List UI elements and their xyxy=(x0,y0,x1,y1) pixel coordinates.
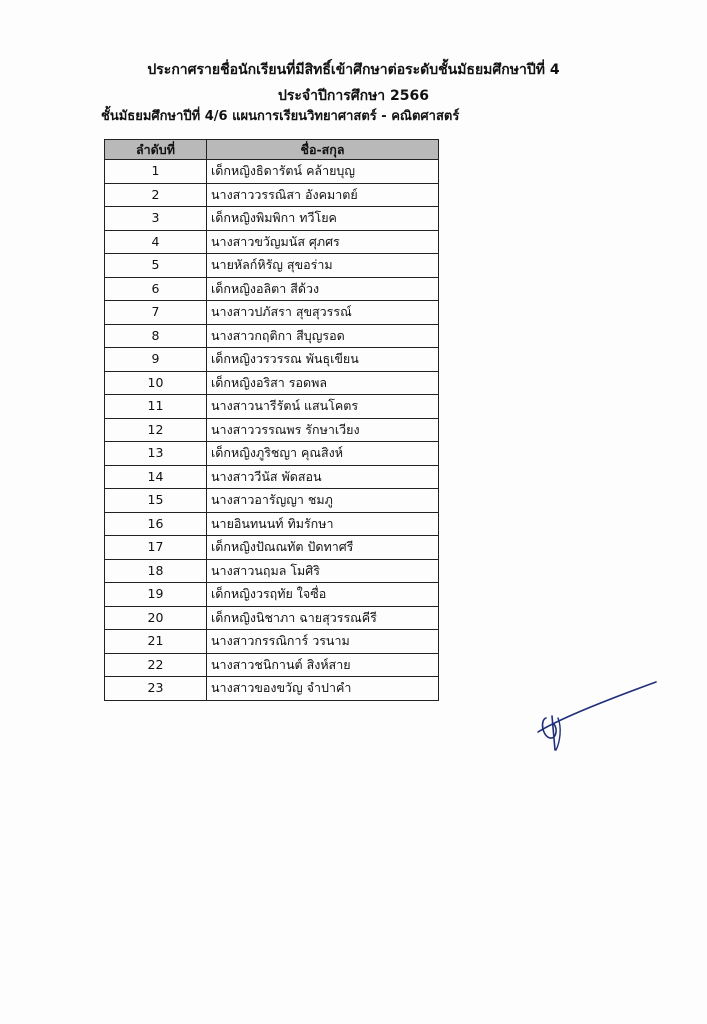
table-row xyxy=(105,395,439,419)
table-row xyxy=(105,465,439,489)
student-name-cell: เด็กหญิงภูริชญา คุณสิงห์ xyxy=(207,442,439,466)
row-number-cell: 2 xyxy=(105,183,207,207)
student-name-cell: เด็กหญิงพิมพิกา ทวีโยค xyxy=(207,207,439,231)
row-number-cell: 19 xyxy=(105,583,207,607)
row-number-cell: 17 xyxy=(105,536,207,560)
row-number-cell: 20 xyxy=(105,606,207,630)
table-row xyxy=(105,301,439,325)
academic-year-title: ประจำปีการศึกษา 2566 xyxy=(277,88,430,104)
row-number-cell: 22 xyxy=(105,653,207,677)
row-number-cell: 3 xyxy=(105,207,207,231)
row-number-cell: 12 xyxy=(105,418,207,442)
student-name-cell: นายหัลก์หิรัญ สุขอร่าม xyxy=(207,254,439,278)
student-name-cell: นางสาวชนิกานต์ สิงห์สาย xyxy=(207,653,439,677)
row-number-cell: 18 xyxy=(105,559,207,583)
table-row xyxy=(105,653,439,677)
table-row xyxy=(105,254,439,278)
table-header-row xyxy=(105,140,439,160)
student-name-cell: เด็กหญิงอลิตา สีด้วง xyxy=(207,277,439,301)
row-number-cell: 10 xyxy=(105,371,207,395)
student-name-cell: นางสาววรรณพร รักษาเวียง xyxy=(207,418,439,442)
row-number-cell: 1 xyxy=(105,160,207,184)
student-name-cell: นางสาววีนัส พัดสอน xyxy=(207,465,439,489)
document-title: ประกาศรายชื่อนักเรียนที่มีสิทธิ์เข้าศึกษาต่อระดับชั้นมัธยมศึกษาปีที่ 4 xyxy=(147,62,560,78)
row-number-cell: 16 xyxy=(105,512,207,536)
student-name-cell: นายอินทนนท์ ทิมรักษา xyxy=(207,512,439,536)
student-name-cell: นางสาวปภัสรา สุขสุวรรณ์ xyxy=(207,301,439,325)
table-row xyxy=(105,183,439,207)
table-row xyxy=(105,371,439,395)
table-row xyxy=(105,489,439,513)
row-number-cell: 14 xyxy=(105,465,207,489)
student-name-cell: เด็กหญิงนิชาภา ฉายสุวรรณคีรี xyxy=(207,606,439,630)
student-name-cell: เด็กหญิงอริสา รอดพล xyxy=(207,371,439,395)
signature-mark xyxy=(532,672,662,752)
student-rows xyxy=(105,160,439,701)
row-number-cell: 23 xyxy=(105,677,207,701)
student-name-cell: เด็กหญิงวรวรรณ พันธุเขียน xyxy=(207,348,439,372)
student-name-cell: นางสาวนารีรัตน์ แสนโคตร xyxy=(207,395,439,419)
student-name-cell: นางสาวกฤติกา สีบุญรอด xyxy=(207,324,439,348)
student-name-cell: นางสาวอารัญญา ชมภู xyxy=(207,489,439,513)
row-number-cell: 13 xyxy=(105,442,207,466)
class-program-subtitle: ชั้นมัธยมศึกษาปีที่ 4/6 แผนการเรียนวิทยาศาสตร์ - คณิตศาสตร์ xyxy=(101,109,460,124)
table-row xyxy=(105,207,439,231)
table-row xyxy=(105,559,439,583)
table-row xyxy=(105,512,439,536)
table-row xyxy=(105,418,439,442)
table-row xyxy=(105,324,439,348)
table-row xyxy=(105,583,439,607)
student-name-cell: นางสาววรรณิสา อังคมาตย์ xyxy=(207,183,439,207)
student-name-cell: นางสาวนฤมล โมศิริ xyxy=(207,559,439,583)
row-number-cell: 5 xyxy=(105,254,207,278)
table-row xyxy=(105,160,439,184)
table-row xyxy=(105,277,439,301)
table-row xyxy=(105,230,439,254)
row-number-cell: 7 xyxy=(105,301,207,325)
row-number-cell: 9 xyxy=(105,348,207,372)
row-number-cell: 6 xyxy=(105,277,207,301)
table-row xyxy=(105,348,439,372)
student-name-cell: นางสาวขวัญมนัส ศุภศร xyxy=(207,230,439,254)
row-number-cell: 15 xyxy=(105,489,207,513)
row-number-cell: 4 xyxy=(105,230,207,254)
table-row xyxy=(105,442,439,466)
column-header-number: ลำดับที่ xyxy=(105,140,207,160)
row-number-cell: 21 xyxy=(105,630,207,654)
row-number-cell: 11 xyxy=(105,395,207,419)
column-header-name: ชื่อ-สกุล xyxy=(207,140,439,160)
student-name-cell: นางสาวของขวัญ จำปาคำ xyxy=(207,677,439,701)
table-row xyxy=(105,630,439,654)
table-row xyxy=(105,606,439,630)
table-row xyxy=(105,677,439,701)
student-list-table xyxy=(104,139,439,701)
student-name-cell: นางสาวกรรณิการ์ วรนาม xyxy=(207,630,439,654)
row-number-cell: 8 xyxy=(105,324,207,348)
student-name-cell: เด็กหญิงวรฤทัย ใจซื่อ xyxy=(207,583,439,607)
student-name-cell: เด็กหญิงปัณณทัต ปัดทาศรี xyxy=(207,536,439,560)
table-row xyxy=(105,536,439,560)
student-name-cell: เด็กหญิงธิดารัตน์ คล้ายบุญ xyxy=(207,160,439,184)
